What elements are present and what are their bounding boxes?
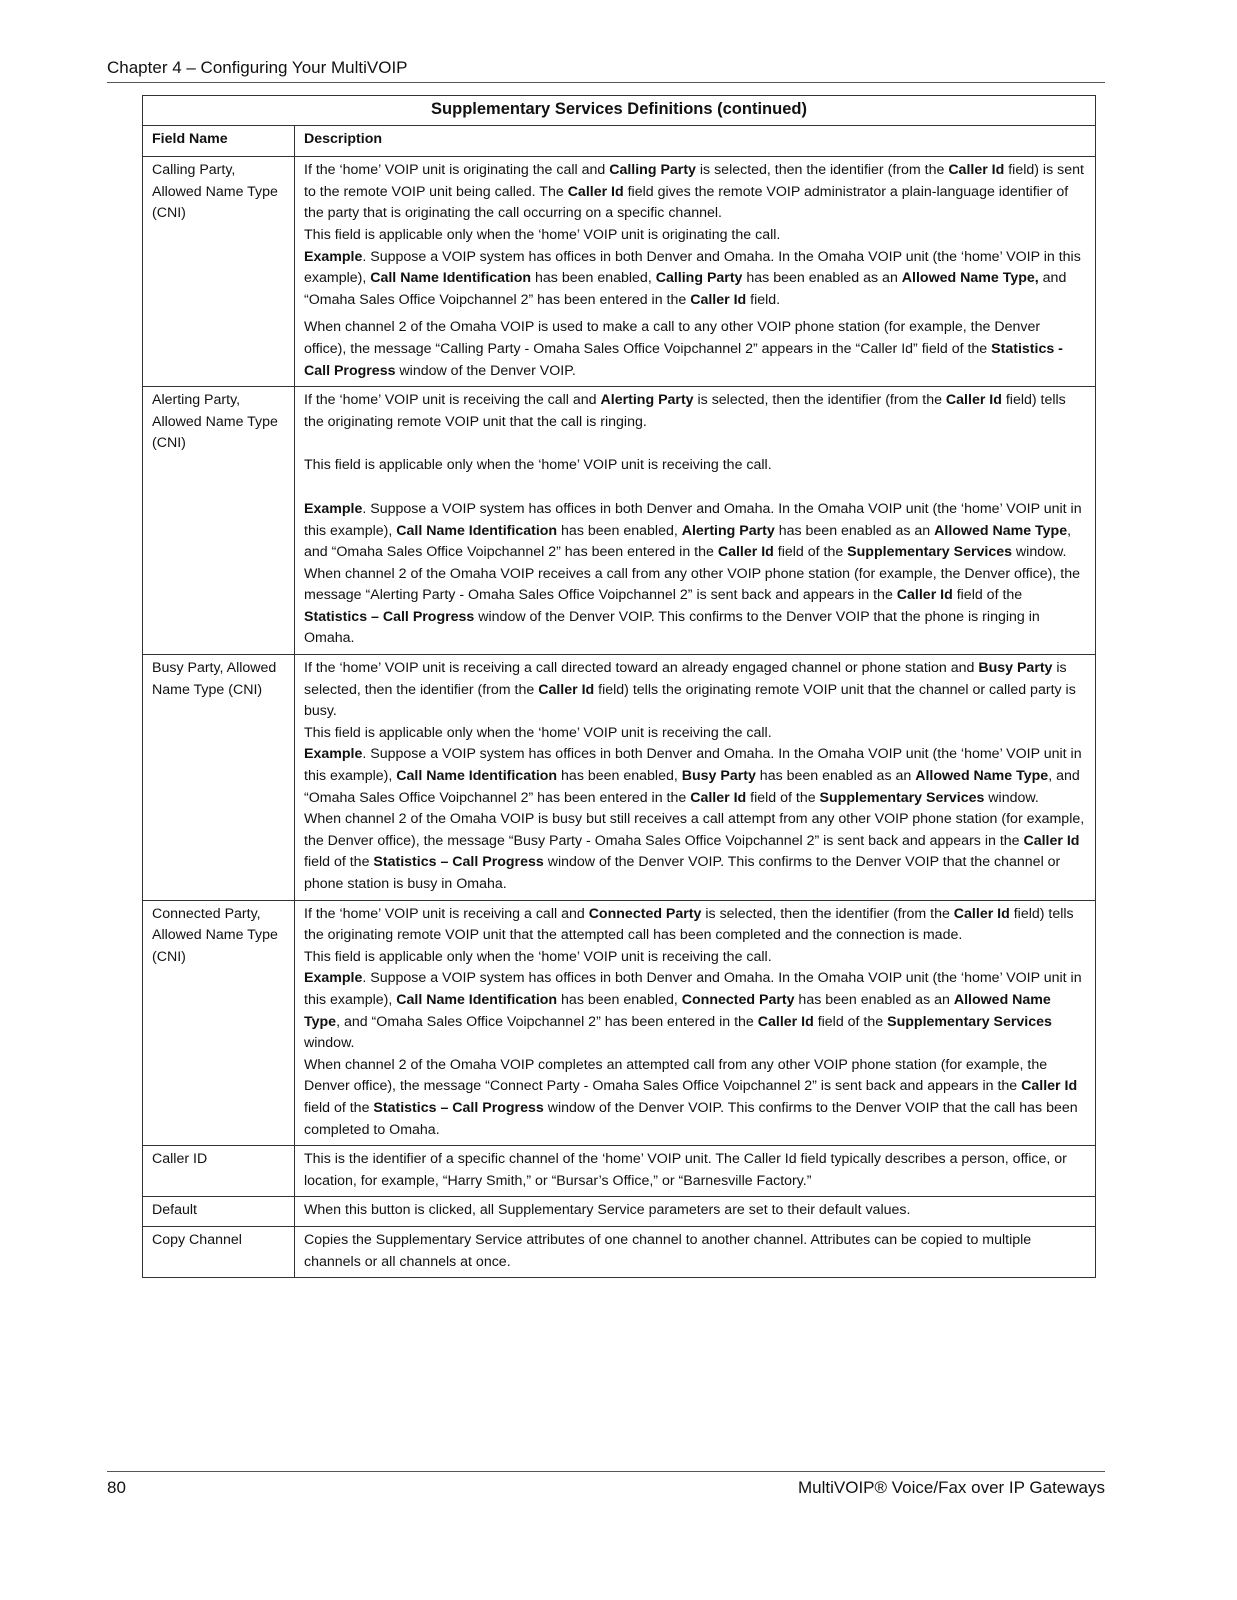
text-run: field gives the remote VOIP administrator a plain-language identifier of the party that is originating the call occurring on a specific channel. <box>304 183 1069 222</box>
description-paragraph <box>304 1055 1086 1141</box>
bold-term: Call Name Identification <box>396 522 558 539</box>
description-paragraph <box>304 317 1086 382</box>
text-run: has been enabled, <box>557 522 682 539</box>
bold-term: Statistics – Call Progress <box>304 608 475 625</box>
field-name-cell: Alerting Party, Allowed Name Type (CNI) <box>143 387 295 655</box>
field-name-cell: Connected Party, Allowed Name Type (CNI) <box>143 900 295 1146</box>
text-run: When channel 2 of the Omaha VOIP is used to make a call to any other VOIP phone station (for example, the Denver office), the message “Calling Party - Omaha Sales Office Voipchannel 2” appears in the “Caller Id” field of the <box>304 319 1041 357</box>
description-paragraph <box>304 904 1086 947</box>
bold-term: Alerting Party <box>600 392 694 409</box>
table-row <box>143 157 1096 387</box>
text-run: When this button is clicked, all Supplementary Service parameters are set to their default values. <box>304 1202 911 1219</box>
description-cell <box>295 387 1096 655</box>
text-run: field of the <box>304 1099 374 1116</box>
table-row <box>143 900 1096 1146</box>
description-paragraph <box>304 499 1086 564</box>
description-paragraph <box>304 225 1086 247</box>
text-run: field of the <box>746 789 820 806</box>
text-run: window. <box>1011 544 1067 561</box>
bold-term: Statistics - Call Progress <box>304 340 1063 379</box>
bold-term: Allowed Name Type, <box>901 270 1039 287</box>
text-run: When channel 2 of the Omaha VOIP completes an attempted call from any other VOIP phone station (for example, the Denver office), the message “Connect Party - Omaha Sales Office Voipchannel 2” is sent back and appears in the <box>304 1056 1048 1095</box>
text-run: is selected, then the identifier (from the <box>701 905 954 922</box>
bold-term: Statistics – Call Progress <box>373 1099 544 1116</box>
text-run: If the ‘home’ VOIP unit is originating the call and <box>304 162 610 179</box>
bold-term: Supplementary Services <box>887 1013 1052 1030</box>
description-paragraph <box>304 1149 1086 1192</box>
description-paragraph <box>304 455 1086 477</box>
text-run: is selected, then the identifier (from the <box>693 392 946 409</box>
bold-term: Example <box>304 500 363 517</box>
text-run: , and “Omaha Sales Office Voipchannel 2” has been entered in the <box>304 768 1080 806</box>
text-run: . Suppose a VOIP system has offices in both Denver and Omaha. In the Omaha VOIP unit (the ‘home’ VOIP in this example), <box>304 248 1081 287</box>
bold-term: Caller Id <box>538 681 595 698</box>
text-run: This is the identifier of a specific channel of the ‘home’ VOIP unit. The Caller Id field typically describes a person, office, or location, for example, “Harry Smith,” or “Bursar’s Office,” or “Barnesville Factory.” <box>304 1151 1067 1189</box>
description-paragraph <box>304 947 1086 969</box>
bold-term: Statistics – Call Progress <box>373 854 544 871</box>
table-row <box>143 1226 1096 1277</box>
text-run: window. <box>304 1035 355 1052</box>
text-run: Copies the Supplementary Service attributes of one channel to another channel. Attributes can be copied to multiple channels or all channels at once. <box>304 1231 1032 1270</box>
bold-term: Busy Party <box>978 660 1053 677</box>
text-run: is selected, then the identifier (from the <box>304 660 1067 698</box>
text-run: window of the Denver VOIP. This confirms to the Denver VOIP that the channel or phone station is busy in Omaha. <box>304 854 1061 892</box>
field-name-cell: Busy Party, Allowed Name Type (CNI) <box>143 655 295 901</box>
bold-term: Calling Party <box>609 162 696 179</box>
table-row <box>143 1146 1096 1197</box>
field-name-cell: Copy Channel <box>143 1226 295 1277</box>
text-run: , and “Omaha Sales Office Voipchannel 2” has been entered in the <box>336 1013 758 1030</box>
text-run: field) is sent to the remote VOIP unit being called. The <box>304 162 1084 200</box>
table-body <box>143 157 1096 1278</box>
text-run: has been enabled, <box>557 768 682 785</box>
field-name-cell: Default <box>143 1197 295 1227</box>
bold-term: Connected Party <box>681 991 795 1008</box>
text-run: has been enabled as an <box>755 768 916 785</box>
bold-term: Connected Party <box>588 905 702 922</box>
bold-term: Supplementary Services <box>819 789 985 806</box>
field-name-cell: Calling Party, Allowed Name Type (CNI) <box>143 157 295 387</box>
bold-term: Busy Party <box>681 768 756 785</box>
column-header-field-name: Field Name <box>143 125 295 157</box>
bold-term: Call Name Identification <box>396 768 558 785</box>
text-run: field) tells the originating remote VOIP unit that the channel or called party is busy. <box>304 681 1076 720</box>
bold-term: Call Name Identification <box>396 991 558 1008</box>
description-cell <box>295 157 1096 387</box>
text-run: has been enabled as an <box>794 991 954 1008</box>
bold-term: Example <box>304 746 363 763</box>
bold-term: Caller Id <box>953 905 1010 922</box>
text-run: and “Omaha Sales Office Voipchannel 2” has been entered in the <box>304 270 1067 308</box>
bold-term: Example <box>304 970 363 987</box>
text-run: This field is applicable only when the ‘home’ VOIP unit is receiving the call. <box>304 948 772 965</box>
text-run: If the ‘home’ VOIP unit is receiving the call and <box>304 392 601 409</box>
page-header <box>107 58 1105 83</box>
chapter-title: Chapter 4 – Configuring Your MultiVOIP <box>107 58 408 77</box>
description-cell <box>295 655 1096 901</box>
text-run: , and “Omaha Sales Office Voipchannel 2” has been entered in the <box>304 522 1072 561</box>
bold-term: Caller Id <box>1021 1078 1078 1095</box>
text-run: If the ‘home’ VOIP unit is receiving a call and <box>304 905 589 922</box>
text-run: . Suppose a VOIP system has offices in both Denver and Omaha. In the Omaha VOIP unit (the ‘home’ VOIP unit in this example), <box>304 500 1082 539</box>
description-paragraph <box>304 1230 1086 1273</box>
description-paragraph <box>304 1200 1086 1222</box>
table-title: Supplementary Services Definitions (continued) <box>143 96 1096 126</box>
description-paragraph <box>304 658 1086 723</box>
table-row <box>143 387 1096 655</box>
description-paragraph <box>304 160 1086 225</box>
text-run: field of the <box>304 854 374 871</box>
text-run: has been enabled, <box>531 270 656 287</box>
bold-term: Caller Id <box>717 544 774 561</box>
bold-term: Caller Id <box>567 183 624 200</box>
text-run: field of the <box>952 587 1023 604</box>
text-run: field of the <box>773 544 848 561</box>
bold-term: Example <box>304 248 363 265</box>
text-run: If the ‘home’ VOIP unit is receiving a call directed toward an already engaged channel or phone station and <box>304 660 979 677</box>
text-run: window. <box>984 789 1039 806</box>
text-run: field) tells the originating remote VOIP unit that the call is ringing. <box>304 392 1066 430</box>
bold-term: Caller Id <box>945 392 1002 409</box>
bold-term: Caller Id <box>948 162 1005 179</box>
table-row <box>143 1197 1096 1227</box>
text-run: field. <box>746 291 781 308</box>
bold-term: Allowed Name Type <box>304 991 1051 1030</box>
definitions-table <box>142 95 1096 1278</box>
field-name-cell: Caller ID <box>143 1146 295 1197</box>
bold-term: Supplementary Services <box>847 544 1012 561</box>
bold-term: Caller Id <box>690 291 747 308</box>
description-cell <box>295 1226 1096 1277</box>
product-name: MultiVOIP® Voice/Fax over IP Gateways <box>798 1478 1105 1497</box>
text-run: This field is applicable only when the ‘home’ VOIP unit is originating the call. <box>304 226 781 243</box>
bold-term: Calling Party <box>655 270 743 287</box>
bold-term: Alerting Party <box>681 522 775 539</box>
description-paragraph <box>304 968 1086 1054</box>
page-footer <box>107 1471 1105 1498</box>
text-run: has been enabled as an <box>774 522 935 539</box>
description-paragraph <box>304 390 1086 433</box>
text-run: field of the <box>813 1013 888 1030</box>
text-run: field) tells the originating remote VOIP unit that the attempted call has been completed and the connection is made. <box>304 905 1074 944</box>
bold-term: Caller Id <box>757 1013 814 1030</box>
page-number: 80 <box>107 1478 126 1497</box>
bold-term: Caller Id <box>896 587 953 604</box>
bold-term: Allowed Name Type <box>934 522 1068 539</box>
text-run: . Suppose a VOIP system has offices in both Denver and Omaha. In the Omaha VOIP unit (the ‘home’ VOIP unit in this example), <box>304 746 1082 785</box>
description-cell <box>295 900 1096 1146</box>
text-run: has been enabled as an <box>742 270 902 287</box>
description-paragraph <box>304 723 1086 745</box>
description-paragraph <box>304 809 1086 895</box>
table-row <box>143 655 1096 901</box>
text-run: is selected, then the identifier (from the <box>695 162 949 179</box>
description-paragraph <box>304 564 1086 650</box>
text-run: This field is applicable only when the ‘home’ VOIP unit is receiving the call. <box>304 457 772 474</box>
text-run: When channel 2 of the Omaha VOIP is busy but still receives a call attempt from any other VOIP phone station (for example, the Denver office), the message “Busy Party - Omaha Sales Office Voipchannel 2” is sent back and appears in the <box>304 811 1085 849</box>
description-cell <box>295 1197 1096 1227</box>
text-run: window of the Denver VOIP. This confirms to the Denver VOIP that the call has been completed to Omaha. <box>304 1099 1078 1138</box>
text-run: window of the Denver VOIP. <box>395 362 576 379</box>
description-paragraph <box>304 744 1086 809</box>
text-run: has been enabled, <box>557 991 682 1008</box>
column-header-row <box>143 125 1096 157</box>
bold-term: Allowed Name Type <box>915 768 1049 785</box>
description-paragraph <box>304 247 1086 312</box>
text-run: . Suppose a VOIP system has offices in both Denver and Omaha. In the Omaha VOIP unit (the ‘home’ VOIP unit in this example), <box>304 970 1082 1008</box>
text-run: When channel 2 of the Omaha VOIP receives a call from any other VOIP phone station (for example, the Denver office), the message “Alerting Party - Omaha Sales Office Voipchannel 2” is sent back and appears in the <box>304 565 1080 604</box>
table-title-row <box>143 96 1096 126</box>
bold-term: Caller Id <box>690 789 747 806</box>
bold-term: Caller Id <box>1023 832 1080 849</box>
bold-term: Call Name Identification <box>370 270 532 287</box>
description-cell <box>295 1146 1096 1197</box>
column-header-description: Description <box>295 125 1096 157</box>
text-run: window of the Denver VOIP. This confirms to the Denver VOIP that the phone is ringing in Omaha. <box>304 608 1040 647</box>
text-run: This field is applicable only when the ‘home’ VOIP unit is receiving the call. <box>304 724 772 741</box>
